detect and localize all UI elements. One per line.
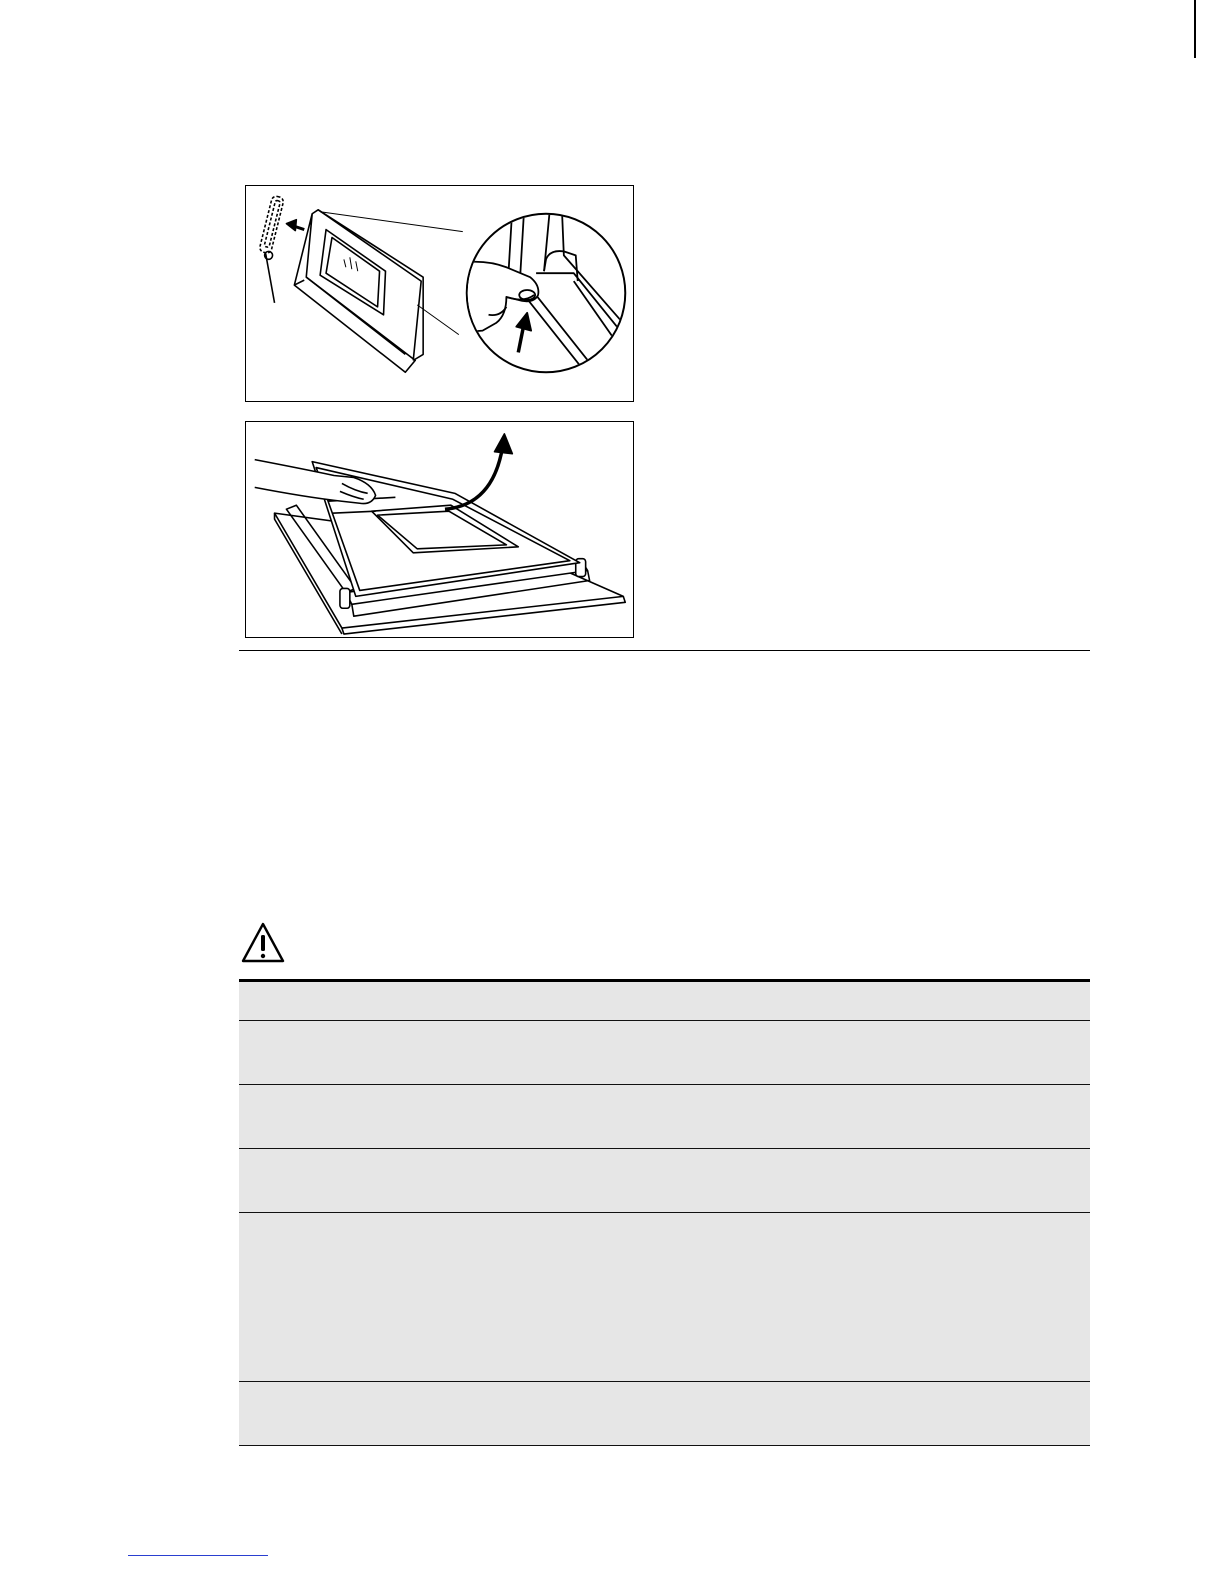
warning-triangle-icon (240, 921, 286, 967)
door-glass-panel-removal-illustration (245, 421, 634, 638)
page-edge-rule (1194, 0, 1196, 58)
table-row (239, 1085, 1090, 1149)
table-header-row (239, 982, 1090, 1021)
table-row (239, 1021, 1090, 1085)
troubleshooting-table (239, 979, 1090, 1446)
section-divider (239, 650, 1090, 651)
hinge-outline-icon (259, 195, 284, 254)
door-glass-panel-release-illustration (245, 185, 634, 402)
table-row (239, 1382, 1090, 1446)
table-row (239, 1149, 1090, 1213)
table-row (239, 1213, 1090, 1382)
footer-link-underline[interactable] (128, 1555, 268, 1556)
